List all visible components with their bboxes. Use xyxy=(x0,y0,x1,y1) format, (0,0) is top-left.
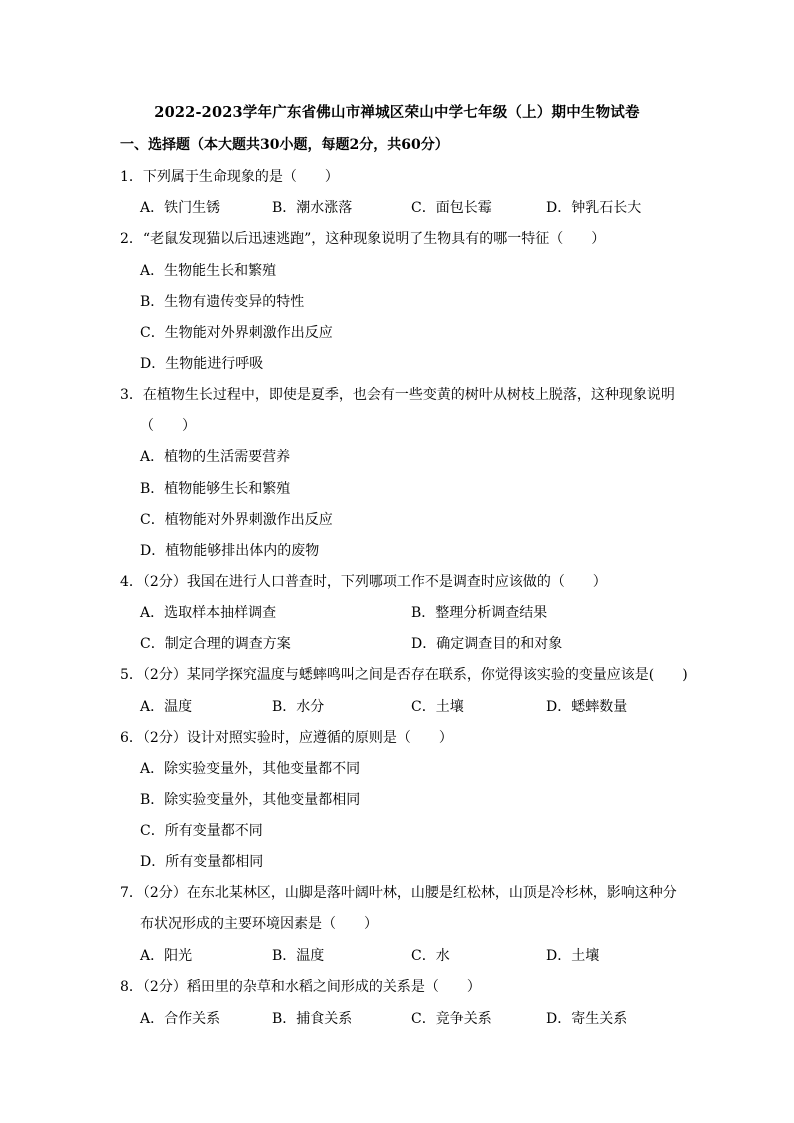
question-4-stem: 4．（2分）我国在进行人口普查时，下列哪项工作不是调查时应该做的（ ） xyxy=(120,574,607,590)
question-7-option-d: D．土壤 xyxy=(546,948,600,964)
question-2-option-d: D．生物能进行呼吸 xyxy=(140,356,264,372)
question-7-stem: 7．（2分）在东北某林区，山脚是落叶阔叶林，山腰是红松林，山顶是冷杉林，影响这种分 xyxy=(120,885,677,901)
question-3-stem-continued: （ ） xyxy=(140,418,196,434)
question-3-option-c: C．植物能对外界刺激作出反应 xyxy=(140,512,333,528)
question-7-option-a: A．阳光 xyxy=(140,948,193,964)
question-6-option-c: C．所有变量都不同 xyxy=(140,823,263,839)
question-8-stem: 8．（2分）稻田里的杂草和水稻之间形成的关系是（ ） xyxy=(120,979,481,995)
question-6-option-b: B．除实验变量外，其他变量都相同 xyxy=(140,792,361,808)
question-1-option-b: B．潮水涨落 xyxy=(272,200,353,216)
question-6-stem: 6．（2分）设计对照实验时，应遵循的原则是（ ） xyxy=(120,730,453,746)
question-7-option-c: C．水 xyxy=(411,948,450,964)
question-2-stem: 2．“老鼠发现猫以后迅速逃跑”，这种现象说明了生物具有的哪一特征（ ） xyxy=(120,231,606,247)
question-3-option-d: D．植物能够排出体内的废物 xyxy=(140,543,320,559)
question-1-stem: 1．下列属于生命现象的是（ ） xyxy=(120,169,339,185)
question-2-option-b: B．生物有遗传变异的特性 xyxy=(140,294,305,310)
question-6-option-a: A．除实验变量外，其他变量都不同 xyxy=(140,761,361,777)
question-1-option-a: A．铁门生锈 xyxy=(140,200,221,216)
question-2-option-c: C．生物能对外界刺激作出反应 xyxy=(140,325,333,341)
question-4-option-b: B．整理分析调查结果 xyxy=(411,605,548,621)
page-title: 2022-2023学年广东省佛山市禅城区荣山中学七年级（上）期中生物试卷 xyxy=(154,104,640,121)
question-5-option-c: C．土壤 xyxy=(411,699,464,715)
question-3-option-b: B．植物能够生长和繁殖 xyxy=(140,481,291,497)
question-8-option-b: B．捕食关系 xyxy=(272,1011,353,1027)
section-heading: 一、选择题（本大题共30小题，每题2分，共60分） xyxy=(120,137,449,153)
question-5-option-a: A．温度 xyxy=(140,699,193,715)
question-7-stem-continued: 布状况形成的主要环境因素是（ ） xyxy=(140,916,378,932)
question-2-option-a: A．生物能生长和繁殖 xyxy=(140,263,277,279)
question-8-option-c: C．竞争关系 xyxy=(411,1011,492,1027)
question-5-option-d: D．蟋蟀数量 xyxy=(546,699,628,715)
question-5-option-b: B．水分 xyxy=(272,699,325,715)
question-7-option-b: B．温度 xyxy=(272,948,325,964)
question-6-option-d: D．所有变量都相同 xyxy=(140,854,264,870)
question-1-option-c: C．面包长霉 xyxy=(411,200,492,216)
question-5-stem: 5．（2分）某同学探究温度与蟋蟀鸣叫之间是否存在联系，你觉得该实验的变量应该是( ) xyxy=(120,667,688,683)
question-4-option-d: D．确定调查目的和对象 xyxy=(411,636,563,652)
question-1-option-d: D．钟乳石长大 xyxy=(546,200,642,216)
question-8-option-d: D．寄生关系 xyxy=(546,1011,628,1027)
question-4-option-c: C．制定合理的调查方案 xyxy=(140,636,291,652)
question-3-stem: 3．在植物生长过程中，即使是夏季，也会有一些变黄的树叶从树枝上脱落，这种现象说明 xyxy=(120,387,675,403)
question-8-option-a: A．合作关系 xyxy=(140,1011,221,1027)
question-3-option-a: A．植物的生活需要营养 xyxy=(140,449,291,465)
question-4-option-a: A．选取样本抽样调查 xyxy=(140,605,277,621)
